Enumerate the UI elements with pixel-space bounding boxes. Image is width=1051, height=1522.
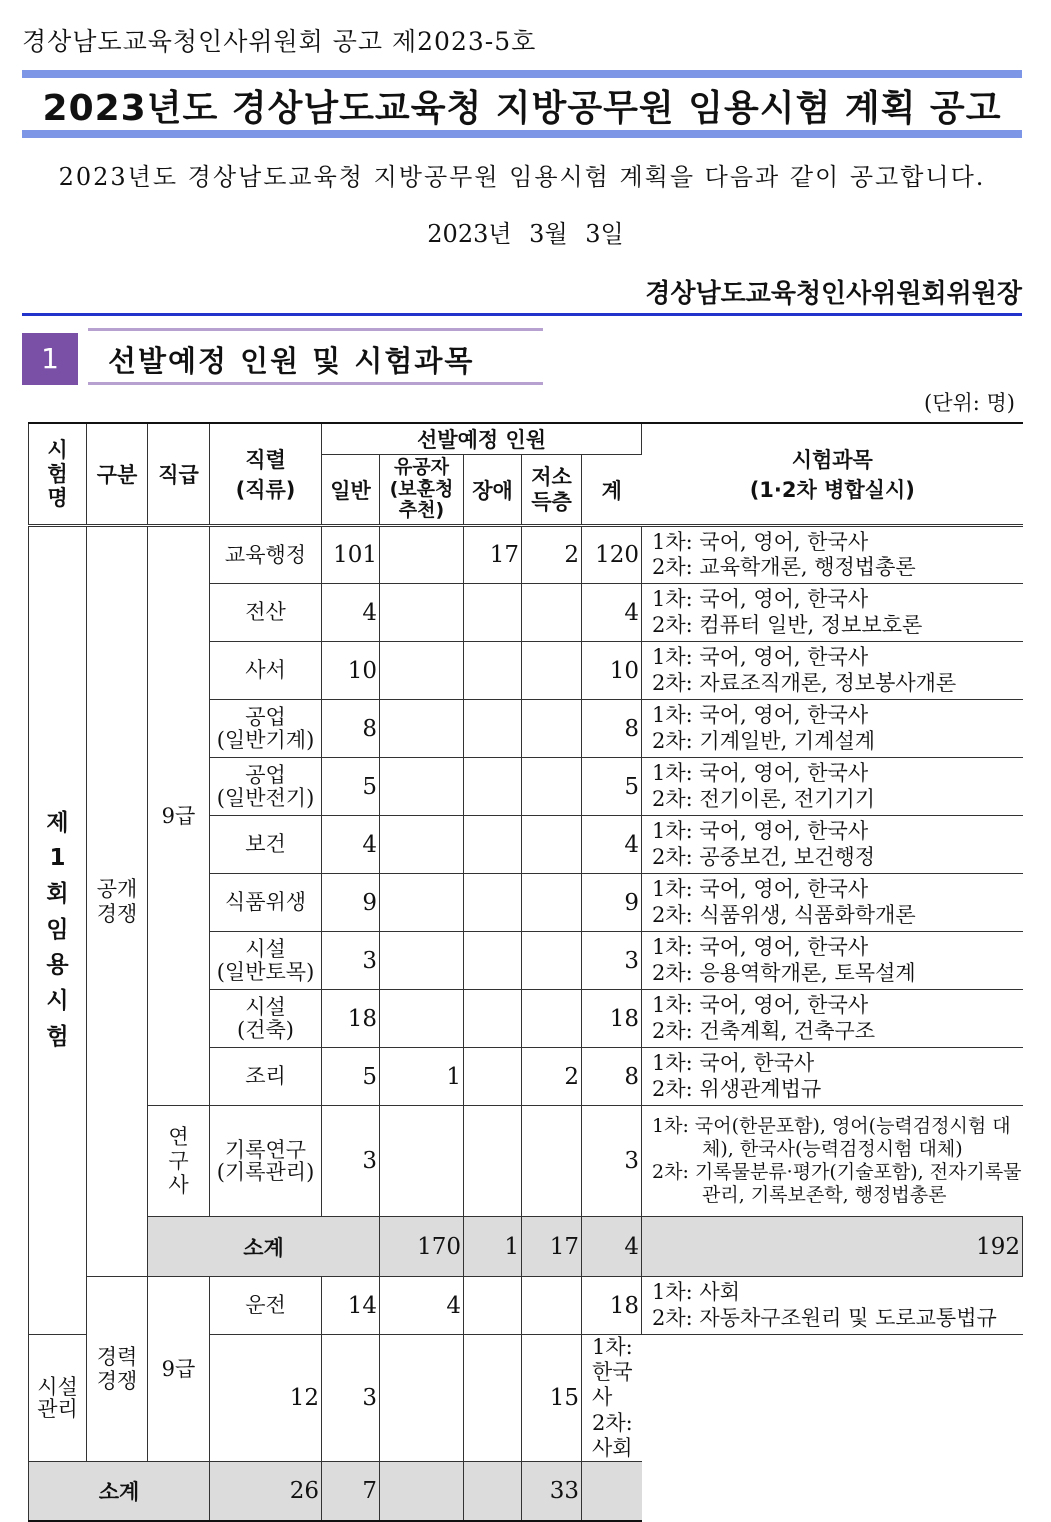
subtotal-label: 소계: [148, 1217, 380, 1277]
low-income-cell: [522, 1106, 582, 1217]
category-open: 공개경쟁: [87, 526, 148, 1277]
subjects-cell: 1차: 국어, 한국사 2차: 위생관계법규: [642, 1048, 1023, 1106]
low-income-cell: [522, 932, 582, 990]
subtotal-low-income: [464, 1461, 522, 1521]
disabled-cell: [464, 1048, 522, 1106]
intro-text: 2023년도 경상남도교육청 지방공무원 임용시험 계획을 다음과 같이 공고합니다.: [58, 163, 986, 191]
disabled-cell: [464, 874, 522, 932]
total-cell: 120: [582, 526, 642, 584]
subtotal-veteran: 7: [322, 1461, 380, 1521]
unit-label: (단위: 명): [924, 391, 1015, 415]
subjects-cell: 1차: 국어, 영어, 한국사 2차: 교육학개론, 행정법총론: [642, 526, 1023, 584]
subjects-cell: 1차: 사회 2차: 자동차구조원리 및 도로교통법규: [642, 1277, 1023, 1335]
veteran-cell: [380, 584, 464, 642]
recruitment-table: [28, 422, 1023, 1522]
series-cell: 사서: [210, 642, 322, 700]
general-cell: 9: [322, 874, 380, 932]
veteran-cell: [380, 758, 464, 816]
title-bar-top: [22, 70, 1022, 78]
total-cell: 5: [582, 758, 642, 816]
low-income-cell: [522, 816, 582, 874]
total-cell: 10: [582, 642, 642, 700]
disabled-cell: [464, 1277, 522, 1335]
disabled-cell: [464, 584, 522, 642]
series-cell: 보건: [210, 816, 322, 874]
series-cell: 기록연구 (기록관리): [210, 1106, 322, 1217]
subjects-cell: 1차: 국어, 영어, 한국사 2차: 공중보건, 보건행정: [642, 816, 1023, 874]
low-income-cell: [522, 584, 582, 642]
general-cell: 18: [322, 990, 380, 1048]
notice-date: 2023년 3월 3일: [427, 220, 624, 248]
general-cell: 4: [322, 816, 380, 874]
total-cell: 8: [582, 700, 642, 758]
exam-name-cell: 제1회 임용시험: [29, 526, 87, 1335]
series-cell: 시설관리: [29, 1335, 87, 1462]
veteran-cell: 1: [380, 1048, 464, 1106]
subjects-cell: 1차: 국어(한문포함), 영어(능력검정시험 대체), 한국사(능력검정시험 대체) 2차: 기록물분류·평가(기술포함), 전자기록물 관리, 기록보존학, 행정법총론: [642, 1106, 1023, 1217]
disabled-cell: 17: [464, 526, 522, 584]
general-cell: 8: [322, 700, 380, 758]
series-cell: 식품위생: [210, 874, 322, 932]
veteran-cell: [380, 874, 464, 932]
subtotal-low-income: 4: [582, 1217, 642, 1277]
low-income-cell: [522, 758, 582, 816]
veteran-cell: [380, 700, 464, 758]
low-income-cell: 2: [522, 1048, 582, 1106]
disabled-cell: [464, 700, 522, 758]
section-title: 선발예정 인원 및 시험과목: [108, 344, 475, 378]
total-cell: 3: [582, 932, 642, 990]
veteran-cell: [380, 642, 464, 700]
disabled-cell: [380, 1335, 464, 1462]
series-cell: 전산: [210, 584, 322, 642]
low-income-cell: 2: [522, 526, 582, 584]
veteran-cell: [380, 816, 464, 874]
subtotal-label: 소계: [29, 1461, 210, 1521]
total-cell: 15: [522, 1335, 582, 1462]
divider: [22, 313, 1022, 316]
title-bar-bottom: [22, 130, 1022, 138]
page-title: 2023년도 경상남도교육청 지방공무원 임용시험 계획 공고: [42, 88, 1002, 129]
veteran-cell: [380, 990, 464, 1048]
series-cell: 운전: [210, 1277, 322, 1335]
subtotal-subjects: [582, 1461, 642, 1521]
subjects-cell: 1차: 국어, 영어, 한국사 2차: 건축계획, 건축구조: [642, 990, 1023, 1048]
disabled-cell: [464, 758, 522, 816]
total-cell: 8: [582, 1048, 642, 1106]
subjects-cell: 1차: 국어, 영어, 한국사 2차: 식품위생, 식품화학개론: [642, 874, 1023, 932]
subjects-cell: 1차: 국어, 영어, 한국사 2차: 전기이론, 전기기기: [642, 758, 1023, 816]
total-cell: 9: [582, 874, 642, 932]
signatory: 경상남도교육청인사위원회위원장: [645, 279, 1022, 309]
header-planned: 선발예정 인원: [322, 423, 642, 455]
veteran-cell: [380, 526, 464, 584]
subjects-cell: 1차: 한국사 2차: 사회: [582, 1335, 642, 1462]
total-cell: 18: [582, 1277, 642, 1335]
general-cell: 3: [322, 932, 380, 990]
grade-9-open: 9급: [148, 526, 210, 1106]
disabled-cell: [464, 1106, 522, 1217]
header-series: 직렬 (직류): [210, 423, 322, 526]
header-exam-name: 시험명: [29, 423, 87, 526]
general-cell: 5: [322, 1048, 380, 1106]
subjects-cell: 1차: 국어, 영어, 한국사 2차: 기계일반, 기계설계: [642, 700, 1023, 758]
general-cell: 12: [210, 1335, 322, 1462]
subtotal-total: 192: [642, 1217, 1023, 1277]
disabled-cell: [464, 932, 522, 990]
section-number-badge: 1: [22, 333, 78, 385]
subtotal-disabled: [380, 1461, 464, 1521]
grade-9-career: 9급: [148, 1277, 210, 1462]
subtotal-disabled: 17: [522, 1217, 582, 1277]
low-income-cell: [522, 990, 582, 1048]
header-grade: 직급: [148, 423, 210, 526]
subtotal-total: 33: [522, 1461, 582, 1521]
veteran-cell: [380, 1106, 464, 1217]
disabled-cell: [464, 990, 522, 1048]
disabled-cell: [464, 816, 522, 874]
veteran-cell: 4: [380, 1277, 464, 1335]
general-cell: 10: [322, 642, 380, 700]
subjects-cell: 1차: 국어, 영어, 한국사 2차: 컴퓨터 일반, 정보보호론: [642, 584, 1023, 642]
low-income-cell: [522, 1277, 582, 1335]
low-income-cell: [464, 1335, 522, 1462]
general-cell: 5: [322, 758, 380, 816]
general-cell: 3: [322, 1106, 380, 1217]
header-low-income: 저소득층: [522, 455, 582, 526]
section-line-top: [88, 328, 543, 331]
series-cell: 공업 (일반전기): [210, 758, 322, 816]
header-disabled: 장애: [464, 455, 522, 526]
notice-number: 경상남도교육청인사위원회 공고 제2023-5호: [22, 27, 537, 56]
header-veteran: 유공자(보훈청추천): [380, 455, 464, 526]
series-cell: 조리: [210, 1048, 322, 1106]
low-income-cell: [522, 642, 582, 700]
subjects-cell: 1차: 국어, 영어, 한국사 2차: 자료조직개론, 정보봉사개론: [642, 642, 1023, 700]
series-cell: 시설 (일반토목): [210, 932, 322, 990]
subtotal-veteran: 1: [464, 1217, 522, 1277]
general-cell: 14: [322, 1277, 380, 1335]
subtotal-general: 26: [210, 1461, 322, 1521]
series-cell: 공업 (일반기계): [210, 700, 322, 758]
low-income-cell: [522, 874, 582, 932]
subtotal-general: 170: [380, 1217, 464, 1277]
category-career: 경력경쟁: [87, 1277, 148, 1462]
series-cell: 교육행정: [210, 526, 322, 584]
header-category: 구분: [87, 423, 148, 526]
header-subjects: 시험과목 (1·2차 병합실시): [642, 423, 1023, 526]
total-cell: 18: [582, 990, 642, 1048]
total-cell: 4: [582, 816, 642, 874]
subjects-cell: 1차: 국어, 영어, 한국사 2차: 응용역학개론, 토목설계: [642, 932, 1023, 990]
total-cell: 3: [582, 1106, 642, 1217]
low-income-cell: [522, 700, 582, 758]
general-cell: 101: [322, 526, 380, 584]
general-cell: 4: [322, 584, 380, 642]
disabled-cell: [464, 642, 522, 700]
header-total: 계: [582, 455, 642, 526]
series-cell: 시설 (건축): [210, 990, 322, 1048]
section-line-bottom: [88, 382, 543, 385]
veteran-cell: 3: [322, 1335, 380, 1462]
veteran-cell: [380, 932, 464, 990]
total-cell: 4: [582, 584, 642, 642]
header-general: 일반: [322, 455, 380, 526]
grade-researcher: 연구사: [148, 1106, 210, 1217]
